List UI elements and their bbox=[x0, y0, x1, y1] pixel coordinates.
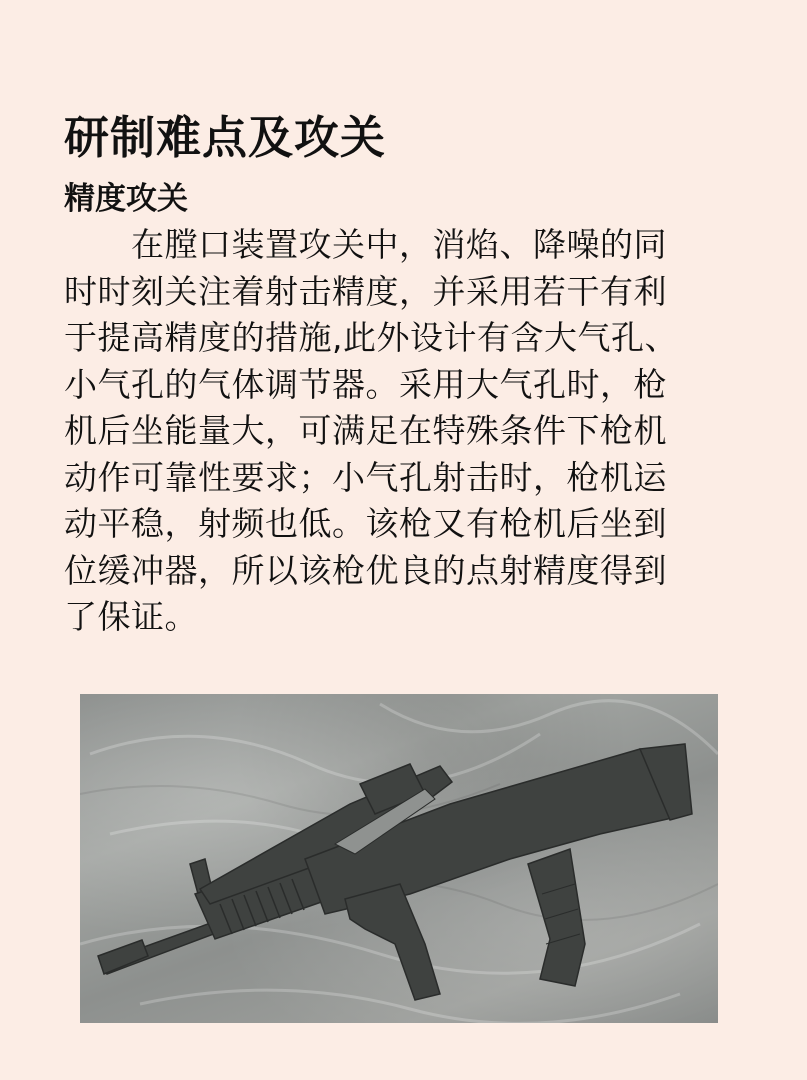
rifle-illustration bbox=[80, 694, 718, 1023]
paragraph-line: 在膛口装置攻关中，消焰、降噪的同 bbox=[64, 225, 667, 264]
paragraph-line: 位缓冲器，所以该枪优良的点射精度得到 bbox=[64, 550, 667, 590]
paragraph-line: 于提高精度的措施,此外设计有含大气孔、 bbox=[64, 318, 678, 357]
rifle-photo bbox=[80, 694, 718, 1023]
paragraph-line: 动平稳，射频也低。该枪又有枪机后坐到 bbox=[64, 504, 667, 543]
paragraph-line: 时时刻关注着射击精度，并采用若干有利 bbox=[64, 271, 667, 311]
paragraph-line: 动作可靠性要求；小气孔射击时，枪机运 bbox=[64, 457, 667, 497]
page-title: 研制难点及攻关 bbox=[64, 111, 387, 164]
paragraph-line: 机后坐能量大，可满足在特殊条件下枪机 bbox=[64, 411, 667, 450]
body-paragraph bbox=[64, 222, 736, 641]
paragraph-line: 了保证。 bbox=[64, 597, 198, 636]
section-title: 精度攻关 bbox=[64, 181, 188, 217]
paragraph-line: 小气孔的气体调节器。采用大气孔时，枪 bbox=[64, 364, 667, 404]
